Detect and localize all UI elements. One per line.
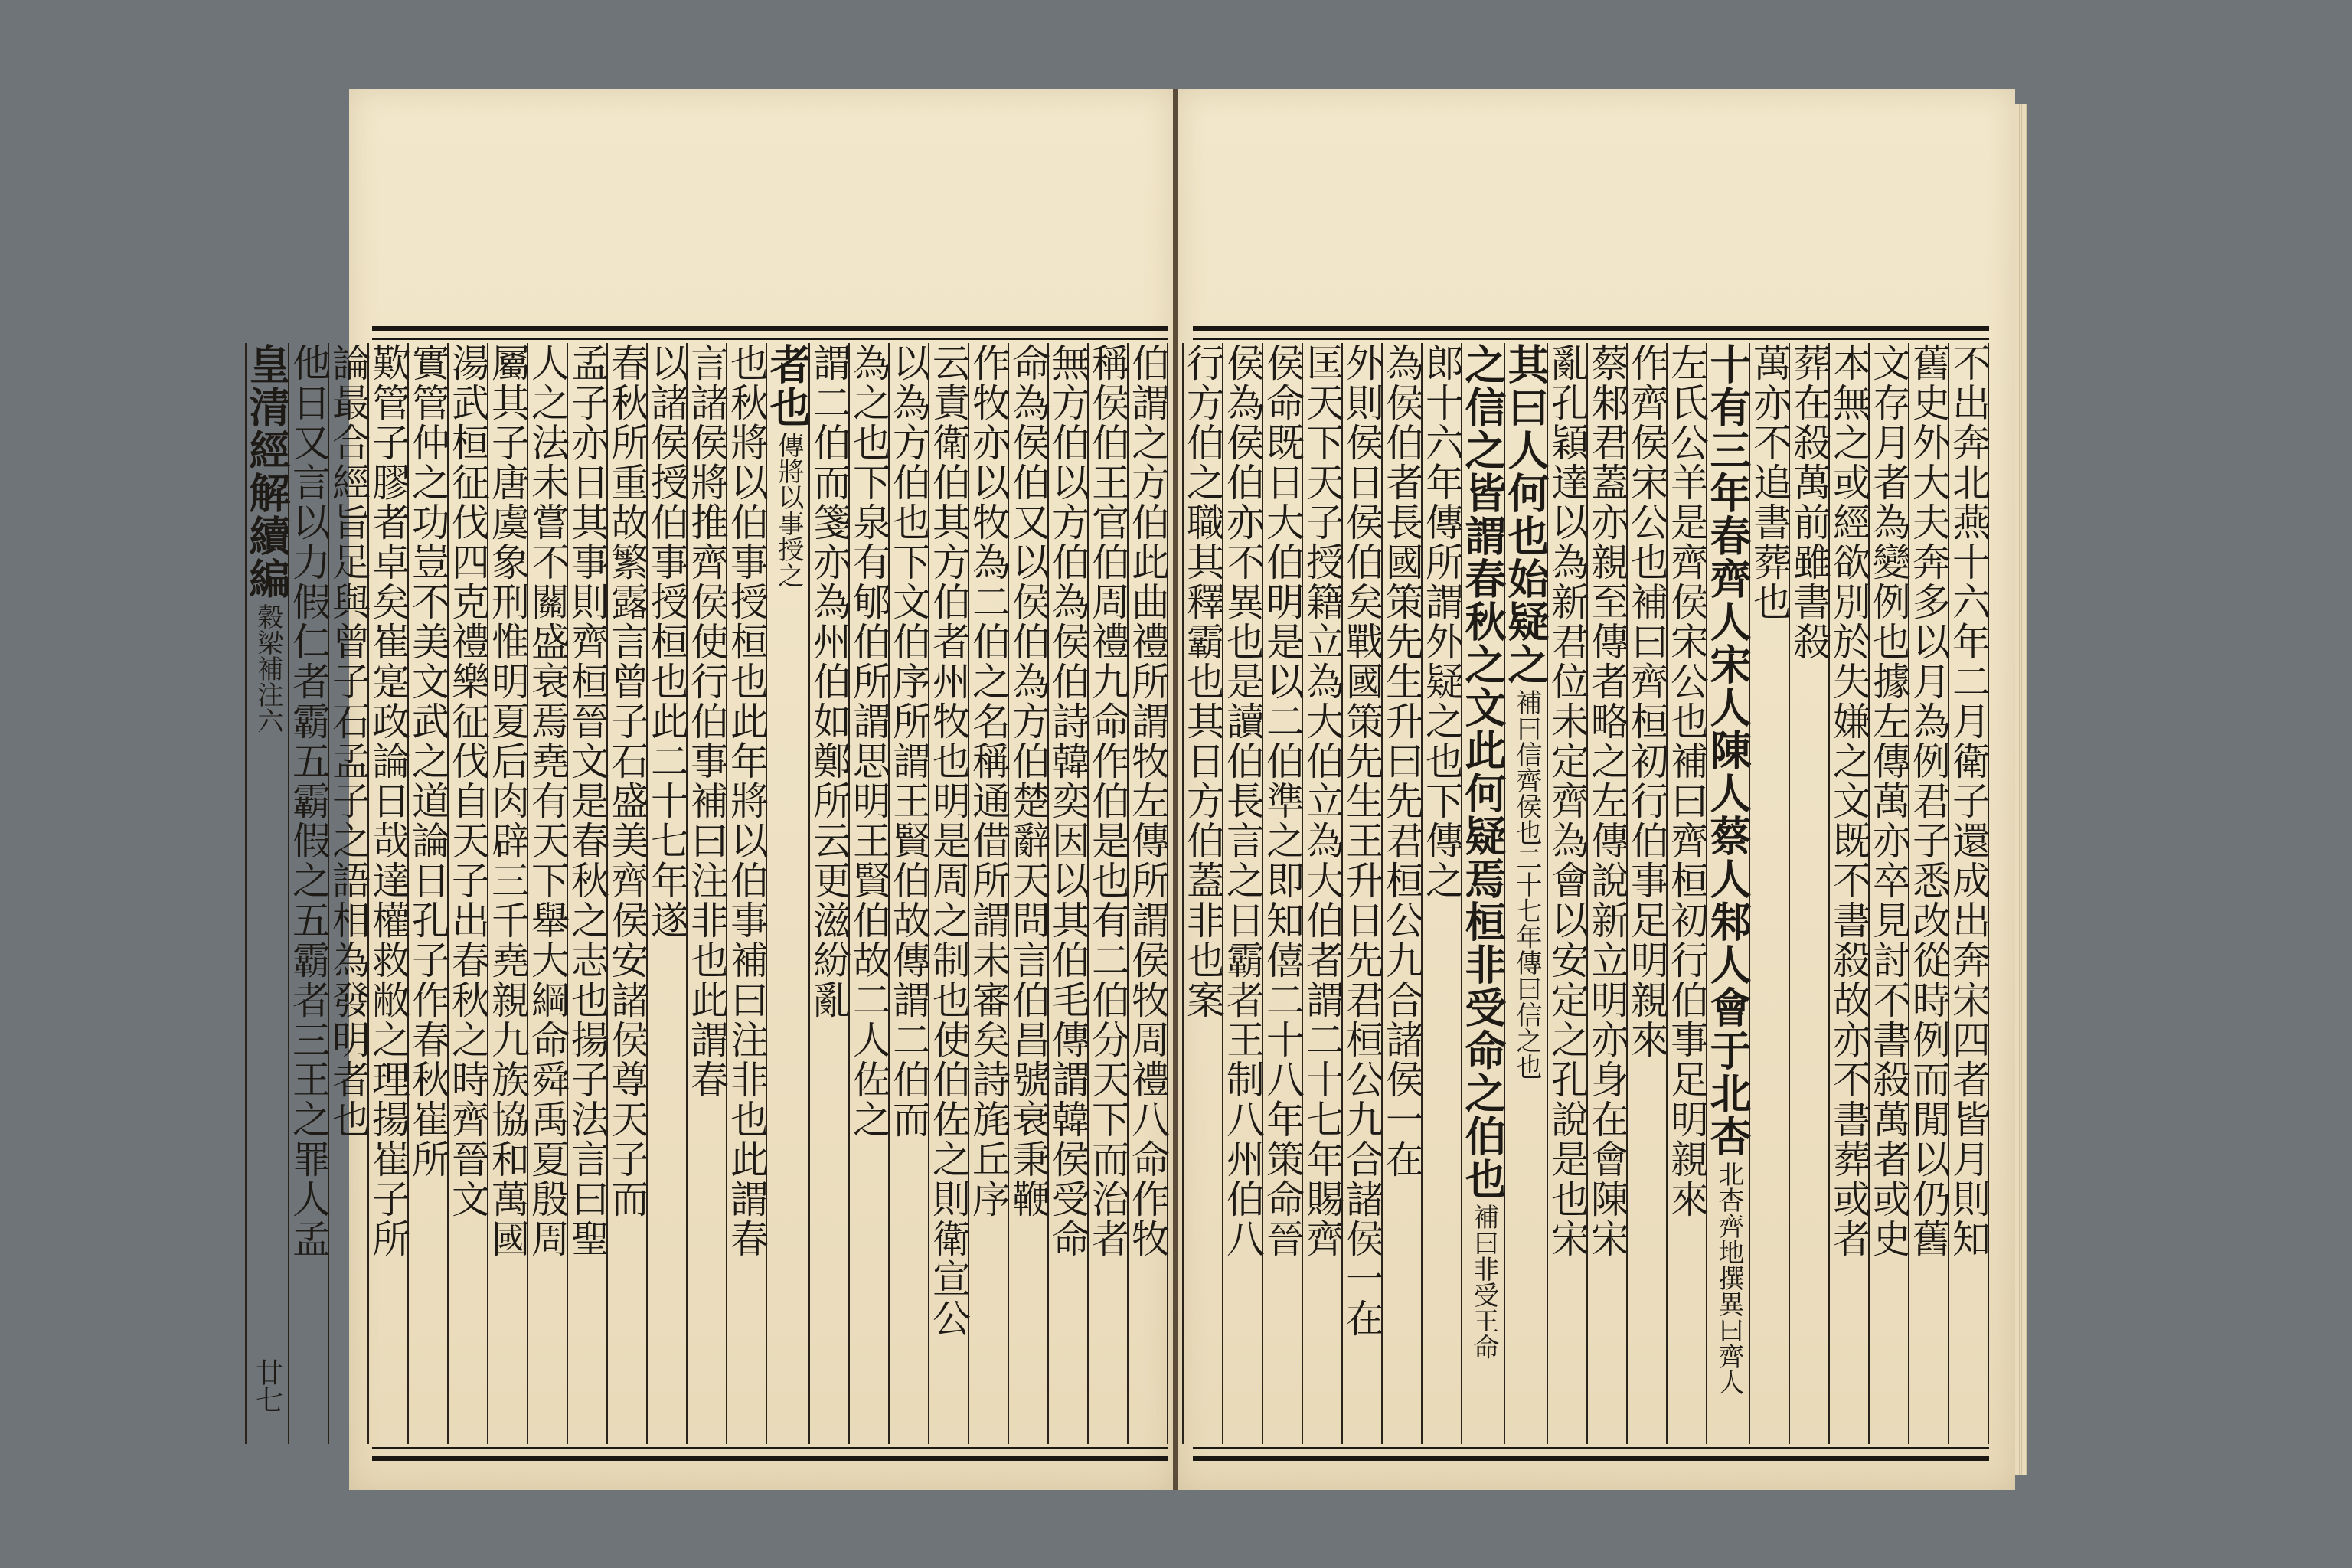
right-page xyxy=(1178,89,2015,1490)
column-text: 不出奔北燕十六年二月衛子還成出奔宋四者皆月則知 xyxy=(1946,343,1991,1259)
text-column xyxy=(1086,343,1130,1444)
text-column xyxy=(1127,343,1168,1444)
column-text: 為之也下泉有郇伯所謂思明王賢伯故二人佐之 xyxy=(847,343,891,1139)
text-column xyxy=(1585,343,1629,1444)
column-text: 謂二伯而箋亦為州伯如鄭所云更滋紛亂 xyxy=(807,343,851,1020)
column-text: 之信之皆謂春秋之文此何疑焉桓非受命之伯也 xyxy=(1459,343,1508,1200)
annotation-text: 補曰信齊侯也二十七年傳曰信之也 xyxy=(1511,689,1542,1080)
column-text: 舊史外大夫奔多以月為例君子悉改從時例而閒以仍舊 xyxy=(1906,343,1951,1259)
column-text: 十有三年春齊人宋人陳人蔡人邾人會于北杏 xyxy=(1704,343,1753,1158)
text-column xyxy=(1260,343,1305,1444)
text-column xyxy=(1747,343,1792,1444)
column-text: 伯謂之方伯此曲禮所謂牧左傳所謂侯牧周禮八命作牧 xyxy=(1125,343,1170,1259)
text-column xyxy=(1300,343,1344,1444)
text-column xyxy=(1664,343,1709,1444)
left-columns xyxy=(243,343,1170,1444)
frame-rule-top xyxy=(372,338,1168,340)
column-text: 云責衛伯其方伯者州牧也明是周之制也使伯佐之則衛宣公 xyxy=(926,343,971,1338)
column-text: 言諸侯將推齊侯使行伯事補曰注非也此謂春 xyxy=(684,343,729,1099)
text-column xyxy=(684,343,729,1444)
section-title: 穀梁補注六 xyxy=(252,603,283,733)
text-column xyxy=(1948,343,1989,1444)
text-column xyxy=(525,343,570,1444)
text-column xyxy=(1501,343,1550,1444)
annotation-text: 傳將以事授之 xyxy=(773,432,804,588)
text-column xyxy=(1380,343,1424,1444)
book-title: 皇清經解續編 xyxy=(243,343,292,600)
column-text: 其曰人何也始疑之 xyxy=(1501,343,1550,686)
text-column xyxy=(724,343,769,1444)
text-column xyxy=(966,343,1011,1444)
column-text: 為侯伯者長國策先生升曰先君桓公九合諸侯一在 xyxy=(1380,343,1424,1179)
column-text: 萬亦不追書葬也 xyxy=(1747,343,1792,622)
text-column xyxy=(326,343,371,1444)
text-column xyxy=(1906,343,1951,1444)
text-column xyxy=(406,343,450,1444)
text-column xyxy=(807,343,851,1444)
column-text: 左氏公羊是齊侯宋公也補曰齊桓初行伯事足明親來 xyxy=(1664,343,1709,1219)
left-page xyxy=(243,89,1174,1490)
right-text-frame xyxy=(1181,326,1991,1461)
frame-rule-top xyxy=(1193,338,1989,340)
frame-rule-bottom xyxy=(372,1447,1168,1449)
text-column xyxy=(485,343,530,1444)
frame-rule-bottom xyxy=(1193,1447,1989,1449)
column-text: 作牧亦以牧為二伯之名稱通借所謂未審矣詩旄丘序 xyxy=(966,343,1011,1219)
right-columns xyxy=(1181,343,1991,1444)
text-column xyxy=(446,343,490,1444)
column-text: 侯命既日大伯明是以二伯準之即知僖二十八年策命晉 xyxy=(1260,343,1305,1259)
text-column xyxy=(926,343,971,1444)
running-header-column xyxy=(243,343,292,1444)
column-text: 實管仲之功豈不美文武之道論日孔子作春秋崔所 xyxy=(406,343,450,1179)
text-column xyxy=(366,343,410,1444)
column-text: 湯武桓征伐四克禮樂征伐自天子出春秋之時齊晉文 xyxy=(446,343,490,1219)
column-text: 行方伯之職其釋霸也其日方伯蓋非也案 xyxy=(1181,343,1225,1020)
column-text: 本無之或經欲別於失嫌之文既不書殺故亦不書葬或者 xyxy=(1827,343,1871,1259)
text-column xyxy=(1625,343,1669,1444)
column-text: 孟子亦日其事則齊桓晉文是春秋之志也揚子法言曰聖 xyxy=(565,343,609,1259)
book-spread xyxy=(243,89,2015,1490)
column-text: 侯為侯伯亦不異也是讀伯長言之日霸者王制八州伯八 xyxy=(1220,343,1265,1259)
text-column xyxy=(847,343,891,1444)
text-column xyxy=(1545,343,1589,1444)
column-text: 也秋將以伯事授桓也此年將以伯事補曰注非也此謂春 xyxy=(724,343,769,1259)
column-text: 稱侯伯王官伯周禮九命作伯是也有二伯分天下而治者 xyxy=(1086,343,1130,1259)
text-column xyxy=(763,343,812,1444)
column-text: 文存月者為變例也據左傳萬亦卒見討不書殺萬者或史 xyxy=(1867,343,1911,1259)
column-text: 無方伯以方伯為侯伯詩韓奕因以其伯毛傳謂韓侯受命 xyxy=(1046,343,1090,1259)
text-column xyxy=(1220,343,1265,1444)
column-text: 亂孔穎達以為新君位未定齊為會以安定之孔說是也宋 xyxy=(1545,343,1589,1259)
column-text: 命為侯伯又以侯伯為方伯楚辭天問言伯昌號衰秉鞭 xyxy=(1006,343,1050,1219)
column-text: 歎管子膠者卓矣崔寔政論日哉達權救敝之理揚崔子所 xyxy=(366,343,410,1259)
text-column xyxy=(1340,343,1384,1444)
column-text: 他日又言以力假仁者霸五霸假之五霸者三王之罪人孟 xyxy=(286,343,331,1259)
text-column xyxy=(1704,343,1753,1444)
column-text: 蔡邾君蓋亦親至傳者略之左傳說新立明亦身在會陳宋 xyxy=(1585,343,1629,1259)
annotation-text: 補曰非受王命 xyxy=(1468,1204,1499,1360)
column-text: 以諸侯授伯事授桓也此二十七年遂 xyxy=(645,343,689,940)
text-column xyxy=(1787,343,1831,1444)
text-column xyxy=(1046,343,1090,1444)
column-text: 郎十六年傳所謂外疑之也下傳之 xyxy=(1419,343,1464,900)
column-text: 作齊侯宋公也補曰齊桓初行伯事足明親來 xyxy=(1625,343,1669,1060)
column-text: 春秋所重故繁露言曾子石盛美齊侯安諸侯尊天子而 xyxy=(605,343,649,1219)
text-column xyxy=(1006,343,1050,1444)
text-column xyxy=(1181,343,1225,1444)
page-edges xyxy=(2015,104,2027,1475)
text-column xyxy=(1827,343,1871,1444)
text-column xyxy=(286,343,331,1444)
column-text: 論最合經旨足與曾子石孟子之語相為發明者也 xyxy=(326,343,371,1139)
page-number: 廿七 xyxy=(251,1358,283,1413)
column-text: 外則侯日侯伯矣戰國策先生王升日先君桓公九合諸侯一在 xyxy=(1340,343,1384,1338)
text-column xyxy=(565,343,609,1444)
text-column xyxy=(605,343,649,1444)
annotation-text: 北杏齊地撰異曰齊人 xyxy=(1713,1161,1744,1395)
text-column xyxy=(1867,343,1911,1444)
column-text: 者也 xyxy=(763,343,812,429)
column-text: 屬其子唐虞象刑惟明夏后肉辟三千堯親九族協和萬國 xyxy=(485,343,530,1259)
text-column xyxy=(645,343,689,1444)
column-text: 葬在殺萬前雖書殺 xyxy=(1787,343,1831,662)
text-column xyxy=(1419,343,1464,1444)
text-column xyxy=(1459,343,1508,1444)
text-column xyxy=(887,343,931,1444)
column-text: 匡天下天子授籍立為大伯立為大伯者謂二十七年賜齊 xyxy=(1300,343,1344,1259)
column-text: 以為方伯也下文伯序所謂王賢伯故傳謂二伯而 xyxy=(887,343,931,1139)
column-text: 人之法未嘗不關盛衰焉堯有天下舉大綱命舜禹夏殷周 xyxy=(525,343,570,1259)
left-text-frame xyxy=(243,326,1170,1461)
